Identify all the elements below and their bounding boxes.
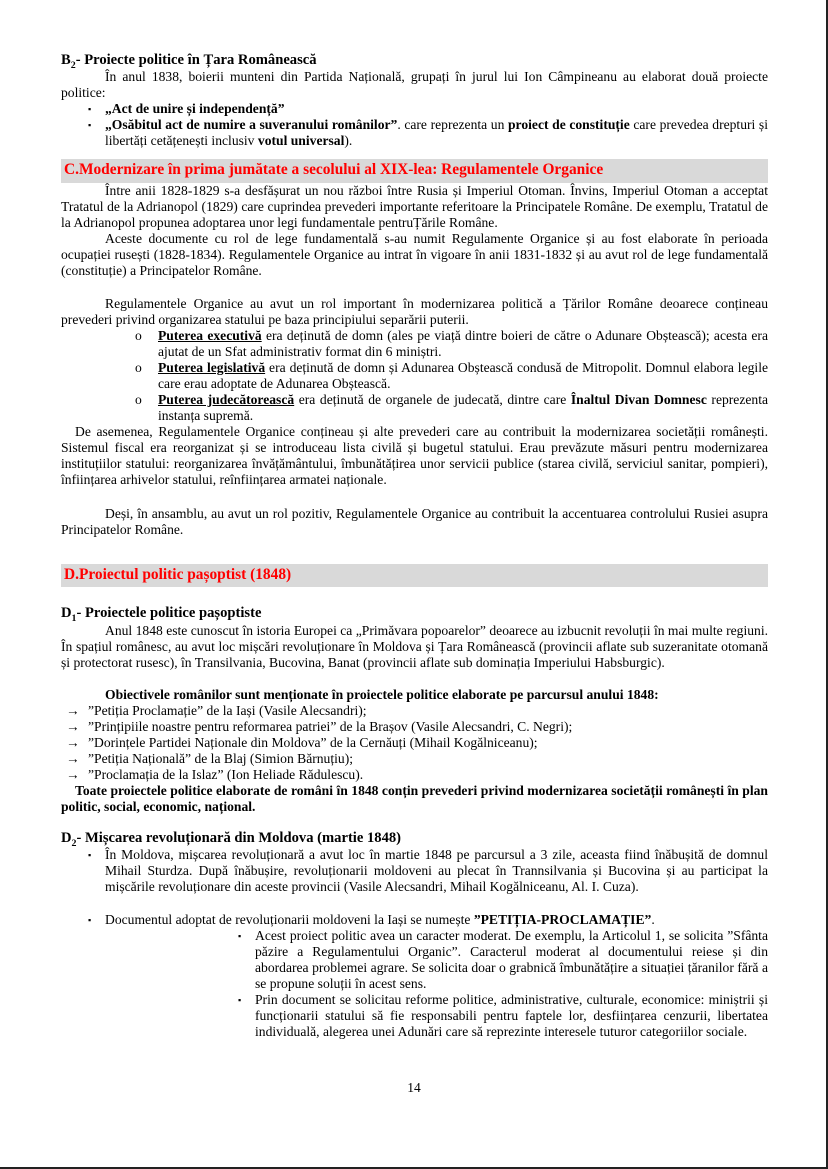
- square-bullet-icon: ▪: [88, 915, 92, 926]
- bullet-text: ”Proclamația de la Islaz” (Ion Heliade Rădulescu).: [88, 766, 364, 782]
- square-bullet-icon: ▪: [88, 104, 92, 115]
- square-bullet-icon: ▪: [238, 995, 242, 1006]
- arrow-bullet-icon: →: [66, 766, 80, 782]
- paragraph-obiective: Obiectivele românilor sunt menționate în proiectele politice elaborate pe parcursul anului 1848:: [105, 686, 659, 702]
- bullet-puterea-executiva: [135, 328, 768, 360]
- arrow-bullet-icon: →: [66, 718, 80, 734]
- bullet-reforme-solicitate: [238, 992, 768, 1040]
- bullet-document-petitia-proclamatie: [88, 912, 768, 928]
- section-heading-c: C.Modernizare în prima jumătate a secolului al XIX-lea: Regulamentele Organice: [61, 159, 768, 182]
- bullet-text: ”Prințipiile noastre pentru reformarea patriei” de la Brașov (Vasile Alecsandri, C. Negri);: [88, 718, 573, 734]
- bullet-proclamatia-islaz: [66, 767, 768, 783]
- paragraph-primavara-popoarelor: Anul 1848 este cunoscut în istoria Europei ca „Primăvara popoarelor” deoarece au izbucnit revoluții în mai multe regiuni. În spațiul românesc, au avut loc mișcări revoluționare în Moldova și Țara Românească (provincii aflate sub suzeranitate otomană și protectorat rusesc), în Transilvania, Bucovina, Banat (provincii aflate sub dominația Imperiului Habsburgic).: [61, 622, 768, 670]
- bullet-dorintele-cernauti: [66, 735, 768, 751]
- bullet-petitia-nationala-blaj: [66, 751, 768, 767]
- bullet-caracter-moderat: [238, 928, 768, 992]
- bullet-text: „Osăbitul act de numire a suveranului românilor”. care reprezenta un proiect de constituție care prevedea drepturi și libertăți cetățenești inclusiv votul universal).: [105, 117, 768, 149]
- paragraph-alte-prevederi: De asemenea, Regulamentele Organice conțineau și alte prevederi care au contribuit la modernizarea societății românești. Sistemul fiscal era reorganizat și se introduceau lista civilă și bugetul statului. Erau prevăzute măsuri pentru modernizarea instituțiilor statului: reorganizarea învățământului, îmbunătățirea unor servicii publice (starea civilă, serviciul sanitar, pompieri), înființarea arhivelor statului, reînființarea armatei naționale.: [61, 423, 768, 488]
- bullet-text: Documentul adoptat de revoluționarii moldoveni la Iași se numește ”PETIȚIA-PROCLAMAȚIE”.: [105, 912, 655, 928]
- bullet-printipiile-brasov: [66, 719, 768, 735]
- bullet-puterea-legislativa: [135, 360, 768, 392]
- square-bullet-icon: ▪: [238, 931, 242, 942]
- bullet-text: Acest proiect politic avea un caracter moderat. De exemplu, la Articolul 1, se solicita ”Sfânta păzire a Regulamentului Organic”. Caracterul moderat al documentului reiese și din abordarea problemei agrare. Se solicita doar o grabnică îmbunătățire a situației țăranilor fără a se propune soluții în acest sens.: [255, 928, 768, 992]
- bullet-text: „Act de unire și independență”: [105, 101, 285, 117]
- bullet-text: ”Petiția Proclamație” de la Iași (Vasile Alecsandri);: [88, 702, 367, 718]
- paragraph-separarea-puterii: Regulamentele Organice au avut un rol important în modernizarea politică a Țărilor Române deoarece conțineau prevederi privind organizarea statului pe baza principiului separării puterii.: [61, 295, 768, 327]
- square-bullet-icon: ▪: [88, 120, 92, 131]
- bullet-text: ”Petiția Națională” de la Blaj (Simion Bărnuțiu);: [88, 750, 354, 766]
- bullet-text: Puterea executivă era deținută de domn (ales pe viață dintre boieri de către o Adunare Obștească); acesta era ajutat de un Sfat administrativ format din 6 miniștri.: [158, 327, 768, 359]
- square-bullet-icon: ▪: [88, 850, 92, 861]
- section-heading-d: D.Proiectul politic pașoptist (1848): [61, 564, 768, 587]
- bullet-text: Puterea judecătorească era deținută de organele de judecată, dintre care Înaltul Divan Domnesc reprezenta instanța supremă.: [158, 391, 769, 423]
- bullet-osabitul-act: [88, 117, 768, 149]
- bullet-text: ”Dorințele Partidei Naționale din Moldova” de la Cernăuți (Mihail Kogălniceanu);: [88, 734, 538, 750]
- circle-bullet-icon: o: [135, 327, 142, 343]
- paragraph-1838: În anul 1838, boierii munteni din Partida Națională, grupați în jurul lui Ion Câmpineanu au elaborat două proiecte politice:: [61, 69, 768, 101]
- paragraph-toate-proiectele: Toate proiectele politice elaborate de români în 1848 conțin prevederi privind modernizarea societății românești în plan politic, social, economic, național.: [61, 782, 768, 814]
- bullet-text: Puterea legislativă era deținută de domn și Adunarea Obștească condusă de Mitropolit. Domnul elabora legile care erau adoptate de Adunarea Obștească.: [158, 359, 768, 391]
- bullet-petitia-proclamatie-iasi: [66, 703, 768, 719]
- document-body: [61, 52, 768, 1040]
- bullet-text: În Moldova, mișcarea revoluționară a avut loc în martie 1848 pe parcursul a 3 zile, aceasta fiind înăbușită de domnul Mihail Sturdza. După înăbușire, revoluționarii moldoveni au plecat în Trannsilvania și Bucovina și au participat la mișcările revoluționare din aceste provincii (Vasile Alecsandri, Mihail Kogălniceanu, Al. I. Cuza).: [105, 847, 768, 895]
- heading-b2: $B_2-$ Proiecte politice în Țara Românească: [61, 52, 317, 71]
- heading-d2: $D_2-$ Mișcarea revoluționară din Moldova (martie 1848): [61, 829, 402, 849]
- arrow-bullet-icon: →: [66, 734, 80, 750]
- circle-bullet-icon: o: [135, 391, 142, 407]
- paragraph-rol-pozitiv: Deși, în ansamblu, au avut un rol pozitiv, Regulamentele Organice au contribuit la accentuarea controlului Rusiei asupra Principatelor Române.: [61, 506, 768, 538]
- bullet-act-unire: [88, 101, 768, 117]
- circle-bullet-icon: o: [135, 359, 142, 375]
- bullet-puterea-judecatoreasca: [135, 392, 768, 424]
- arrow-bullet-icon: →: [66, 702, 80, 718]
- arrow-bullet-icon: →: [66, 750, 80, 766]
- bullet-text: Prin document se solicitau reforme politice, administrative, culturale, economice: miniștrii și funcționarii statului să fie responsabili pentru faptele lor, desființarea cenzurii, libertatea individuală, alegerea unei Adunări care să reprezinte interesele tuturor categoriilor sociale.: [255, 992, 768, 1040]
- heading-d1: $D_1-$ Proiectele politice pașoptiste: [61, 605, 262, 625]
- page-number: 14: [407, 1080, 421, 1095]
- paragraph-regulamente-organice: Aceste documente cu rol de lege fundamentală s-au numit Regulamente Organice și au fost elaborate în perioada ocupației rusești (1828-1834). Regulamentele Organice au intrat în vigoare în anii 1831-1832 și au avut rol de lege fundamentală (constituție) a Principatelor Române.: [61, 230, 768, 278]
- bullet-moldova-martie-1848: [88, 847, 768, 895]
- paragraph-adrianopol: Între anii 1828-1829 s-a desfășurat un nou război între Rusia și Imperiul Otoman. Învins, Imperiul Otoman a acceptat Tratatul de la Adrianopol (1829) care cuprindea prevederi importante referitoare la Principatele Române. De exemplu, Tratatul de la Adrianopol propunea adoptarea unor legi fundamentale pentruȚările Române.: [61, 182, 768, 230]
